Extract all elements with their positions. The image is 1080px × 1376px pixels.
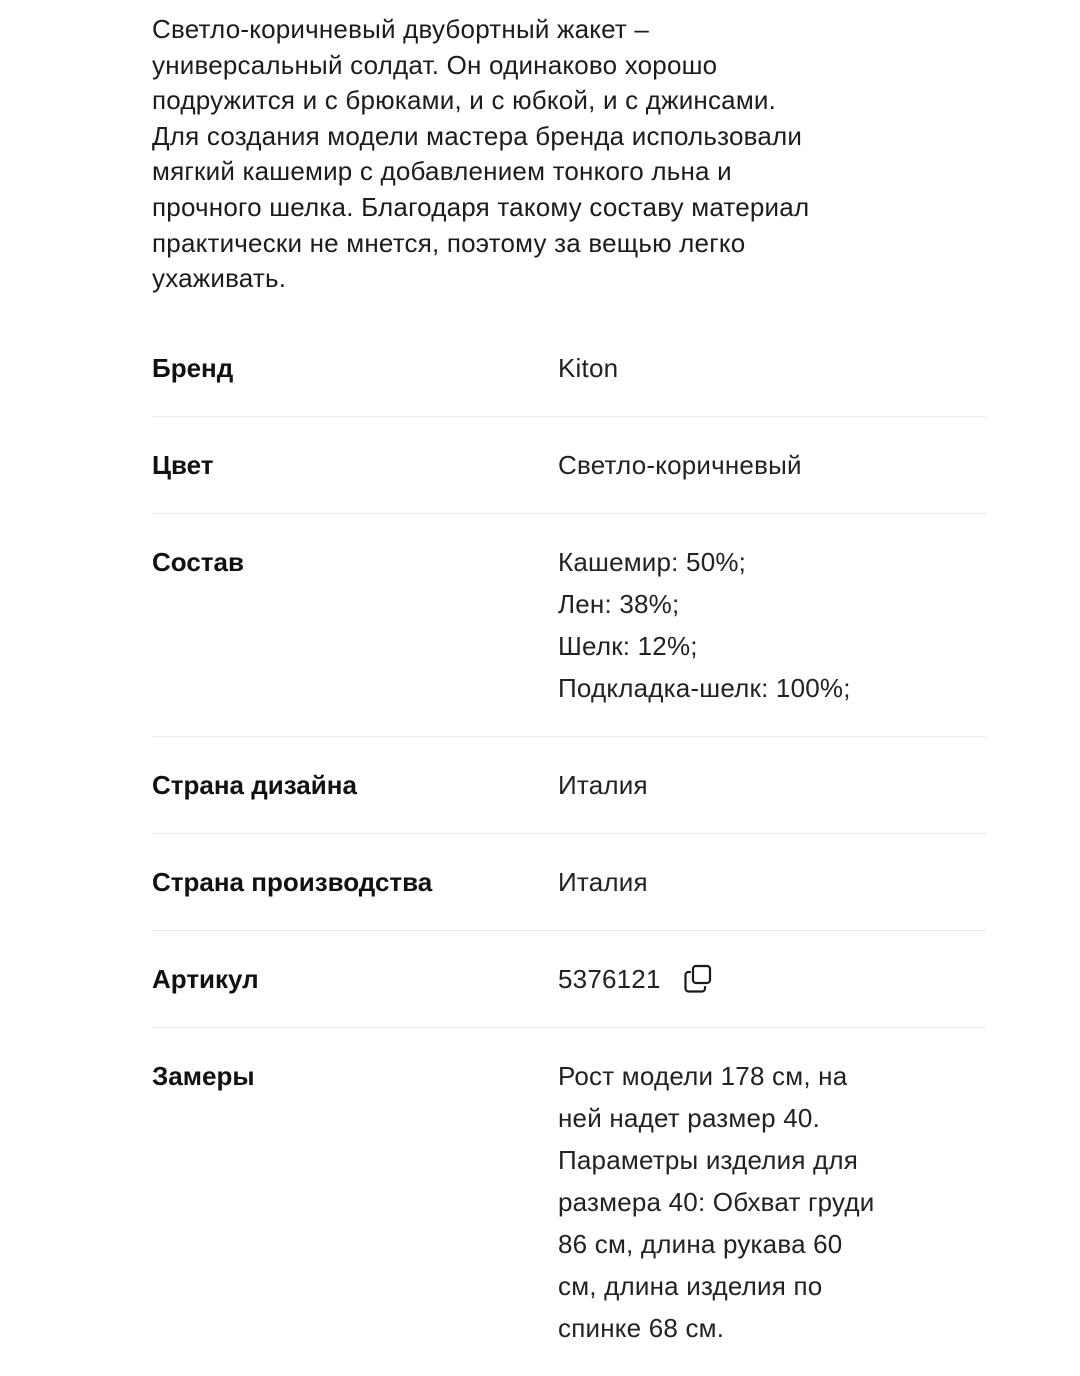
composition-item: Лен: 38%; — [558, 588, 680, 619]
specs-table — [152, 335, 986, 1376]
spec-row-composition — [152, 514, 986, 737]
spec-label: Артикул — [152, 963, 259, 994]
spec-label: Бренд — [152, 352, 234, 383]
spec-value: Италия — [558, 769, 648, 800]
composition-item: Подкладка-шелк: 100%; — [558, 672, 851, 703]
composition-item: Шелк: 12%; — [558, 630, 698, 661]
spec-label: Состав — [152, 546, 244, 577]
spec-value: Kiton — [558, 352, 619, 383]
spec-label: Страна дизайна — [152, 769, 357, 800]
spec-row-brand — [152, 335, 986, 417]
spec-row-production-country — [152, 834, 986, 931]
spec-row-measurements — [152, 1028, 986, 1376]
spec-row-design-country — [152, 737, 986, 834]
composition-item: Кашемир: 50%; — [558, 546, 747, 577]
spec-value — [558, 541, 986, 709]
spec-label: Замеры — [152, 1060, 255, 1091]
spec-value: Светло-коричневый — [558, 449, 802, 480]
sku-value: 5376121 — [558, 963, 661, 994]
spec-label: Цвет — [152, 449, 214, 480]
spec-value: Рост модели 178 см, на ней надет размер 40. Параметры изделия для размера 40: Обхват груди 86 см, длина рукава 60 см, длина изделия по спинке 68 см. — [558, 1060, 875, 1343]
product-description: Светло-коричневый двубортный жакет – универсальный солдат. Он одинаково хорошо подружится и с брюками, и с юбкой, и с джинсами. Для создания модели мастера бренда использовали мягкий кашемир с добавлением тонкого льна и прочного шелка. Благодаря такому составу материал практически не мнется, поэтому за вещью легко ухаживать. — [152, 14, 810, 294]
spec-value: Италия — [558, 866, 648, 897]
spec-label: Страна производства — [152, 866, 433, 897]
spec-row-sku — [152, 931, 986, 1028]
copy-icon[interactable] — [681, 962, 715, 996]
product-details — [152, 0, 986, 1376]
spec-row-color — [152, 417, 986, 514]
spec-value — [558, 958, 986, 1000]
